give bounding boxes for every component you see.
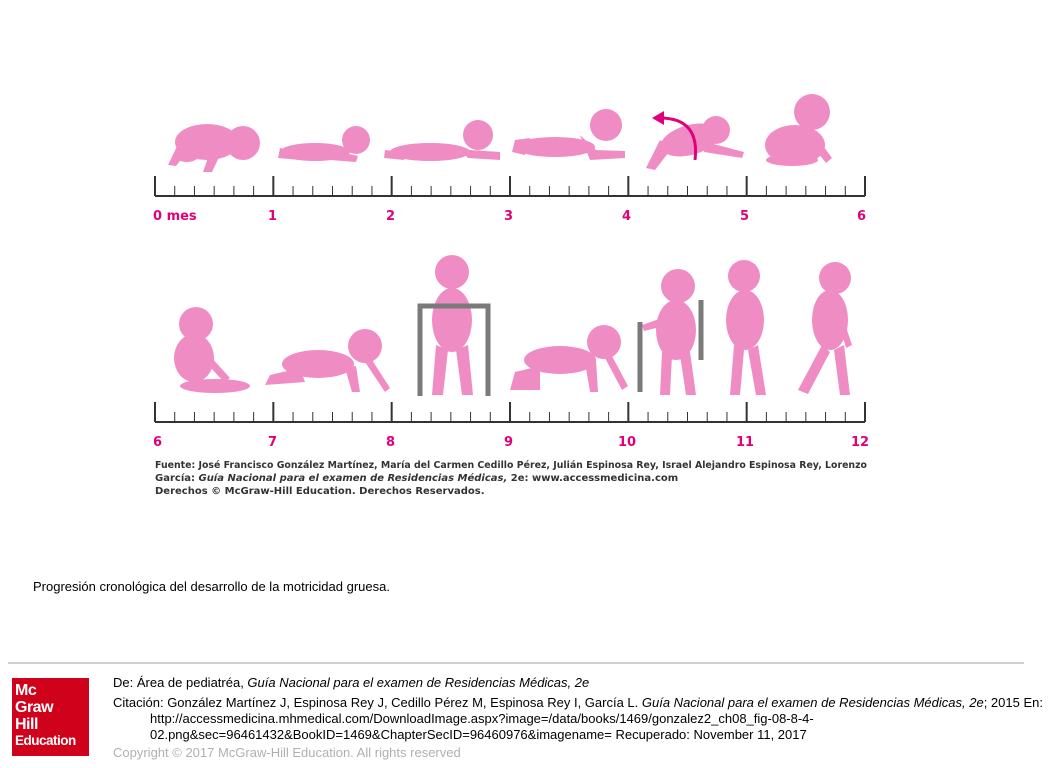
tick-label: 0 mes <box>153 209 197 224</box>
bottom-row-figures <box>174 255 852 395</box>
tick-label: 5 <box>740 209 750 224</box>
figure-source-line3: Derechos © McGraw-Hill Education. Derechos Reservados. <box>155 486 485 497</box>
infant-8-months <box>432 255 473 395</box>
arrowhead-icon <box>652 111 664 125</box>
infant-9-months <box>510 325 628 392</box>
figure-caption: Progresión cronológica del desarrollo de la motricidad gruesa. <box>33 579 390 594</box>
tick-label: 7 <box>268 435 278 450</box>
infant-3-months <box>512 109 625 160</box>
infant-0-months <box>168 124 260 172</box>
figure-source-line2: García: Guía Nacional para el examen de Residencias Médicas, 2e: www.accessmedicina.com <box>155 473 679 484</box>
tick-label: 12 <box>851 435 870 450</box>
infant-1-month <box>278 126 370 162</box>
infant-11-months <box>726 260 766 395</box>
citation: Citación: González Martínez J, Espinosa Rey J, Cedillo Pérez M, Espinosa Rey I, García L. Guía Nacional para el examen de Residencias Médicas, 2e; 2015 En: http://accessmedicina.mhmedical.com/DownloadImage.aspx?image=/data/books/1469/gonzalez2_ch08_fig-08-8-4-02.png&sec=96461432&BookID=1469&ChapterSecID=96460976&imagename= Recuperado: November 11, 2017 <box>113 695 1043 742</box>
top-timeline <box>155 176 865 196</box>
infant-5-months <box>765 94 832 166</box>
tick-label: 10 <box>618 435 637 450</box>
top-timeline-labels <box>153 209 866 224</box>
mcgraw-hill-logo: Mc Graw Hill Education <box>12 678 89 756</box>
tick-label: 1 <box>268 209 278 224</box>
top-row-figures <box>168 94 832 172</box>
tick-label: 4 <box>622 209 632 224</box>
tick-label: 8 <box>386 435 396 450</box>
footer-divider <box>8 662 1024 664</box>
infant-10-months <box>642 269 696 395</box>
tick-label: 6 <box>153 435 163 450</box>
tick-label: 9 <box>504 435 514 450</box>
infant-12-months <box>798 262 852 395</box>
bottom-timeline-labels <box>153 435 869 450</box>
figure-source-line1: Fuente: José Francisco González Martínez, María del Carmen Cedillo Pérez, Julián Espinosa Rey, Israel Alejandro Espinosa Rey, Lorenzo <box>155 460 915 471</box>
tick-label: 2 <box>386 209 396 224</box>
figure-source <box>155 459 915 497</box>
copyright-notice: Copyright © 2017 McGraw-Hill Education. All rights reserved <box>113 745 461 760</box>
infant-7-months <box>265 329 390 392</box>
bottom-timeline <box>155 402 865 422</box>
tick-label: 6 <box>857 209 867 224</box>
tick-label: 3 <box>504 209 514 224</box>
tick-label: 11 <box>736 435 755 450</box>
source-line: De: Área de pediatréa, Guía Nacional para el examen de Residencias Médicas, 2e <box>113 675 590 690</box>
infant-2-months <box>384 120 500 161</box>
infant-6-months <box>174 307 250 393</box>
